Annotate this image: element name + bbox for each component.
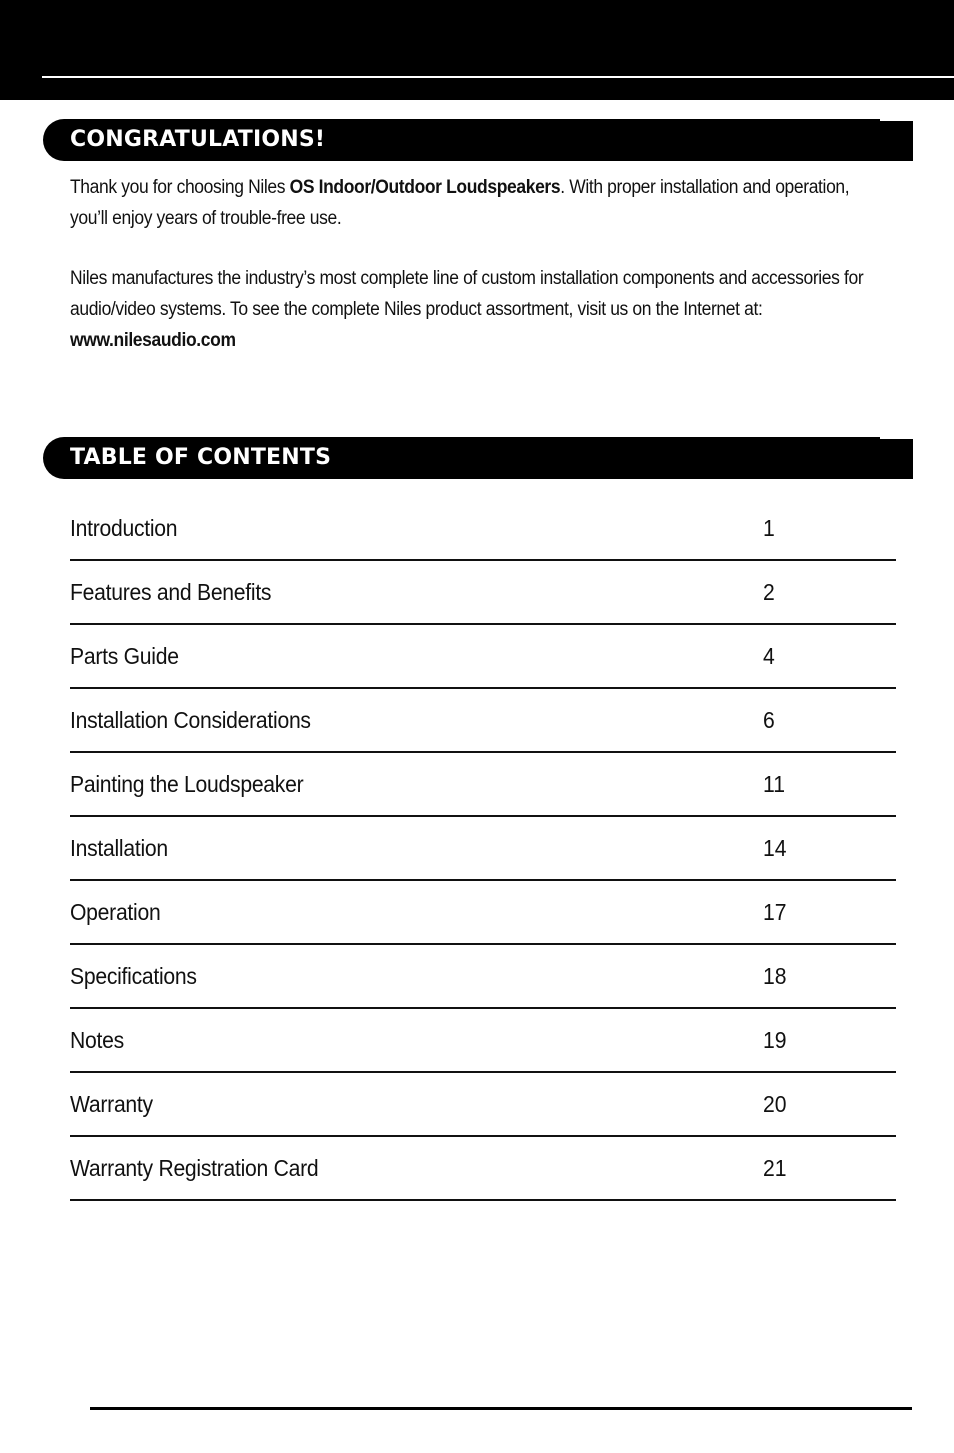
toc-entry-page: 1 [763, 515, 775, 541]
header-notch [880, 437, 913, 439]
toc-row-warranty-registration[interactable] [70, 1137, 896, 1201]
niles-info-paragraph [70, 263, 889, 356]
toc-entry-page: 18 [763, 963, 787, 989]
product-name: OS Indoor/Outdoor Loudspeakers [289, 177, 561, 198]
toc-entry-title: Painting the Loudspeaker [70, 771, 304, 797]
top-banner-rule [42, 76, 954, 78]
table-of-contents [70, 497, 896, 1201]
toc-header [43, 437, 913, 479]
toc-entry-page: 14 [763, 835, 787, 861]
toc-entry-page: 6 [763, 707, 775, 733]
toc-entry-page: 19 [763, 1027, 787, 1053]
toc-row-warranty[interactable] [70, 1073, 896, 1137]
congratulations-header [43, 119, 913, 161]
toc-entry-page: 2 [763, 579, 775, 605]
toc-entry-page: 4 [763, 643, 775, 669]
toc-row-parts-guide[interactable] [70, 625, 896, 689]
header-notch [880, 119, 913, 121]
toc-heading: TABLE OF CONTENTS [70, 445, 332, 470]
toc-row-features[interactable] [70, 561, 896, 625]
toc-entry-page: 17 [763, 899, 787, 925]
top-banner [0, 0, 954, 100]
toc-entry-page: 21 [763, 1155, 787, 1181]
toc-entry-title: Operation [70, 899, 161, 925]
toc-entry-title: Introduction [70, 515, 178, 541]
footer-rule [90, 1407, 912, 1410]
toc-row-painting[interactable] [70, 753, 896, 817]
toc-row-operation[interactable] [70, 881, 896, 945]
toc-entry-title: Warranty Registration Card [70, 1155, 319, 1181]
toc-row-installation-considerations[interactable] [70, 689, 896, 753]
congratulations-heading: CONGRATULATIONS! [70, 127, 326, 152]
toc-entry-title: Features and Benefits [70, 579, 272, 605]
thank-you-paragraph [70, 172, 889, 234]
toc-entry-page: 11 [763, 771, 785, 797]
toc-row-specifications[interactable] [70, 945, 896, 1009]
toc-entry-page: 20 [763, 1091, 787, 1117]
toc-row-notes[interactable] [70, 1009, 896, 1073]
website-link[interactable]: www.nilesaudio.com [70, 330, 236, 351]
thank-you-text-end: . With proper installation and operation, you’ll enjoy years of trouble-free use. [70, 177, 850, 229]
toc-entry-title: Installation Considerations [70, 707, 311, 733]
toc-entry-title: Specifications [70, 963, 197, 989]
toc-row-installation[interactable] [70, 817, 896, 881]
toc-entry-title: Warranty [70, 1091, 153, 1117]
toc-entry-title: Installation [70, 835, 168, 861]
toc-entry-title: Parts Guide [70, 643, 179, 669]
toc-entry-title: Notes [70, 1027, 124, 1053]
toc-row-introduction[interactable] [70, 497, 896, 561]
thank-you-text: Thank you for choosing Niles [70, 177, 290, 198]
niles-info-text: Niles manufactures the industry’s most complete line of custom installation components and accessories for audio/video systems. To see the complete Niles product assortment, visit us on the Internet at: [70, 268, 864, 320]
